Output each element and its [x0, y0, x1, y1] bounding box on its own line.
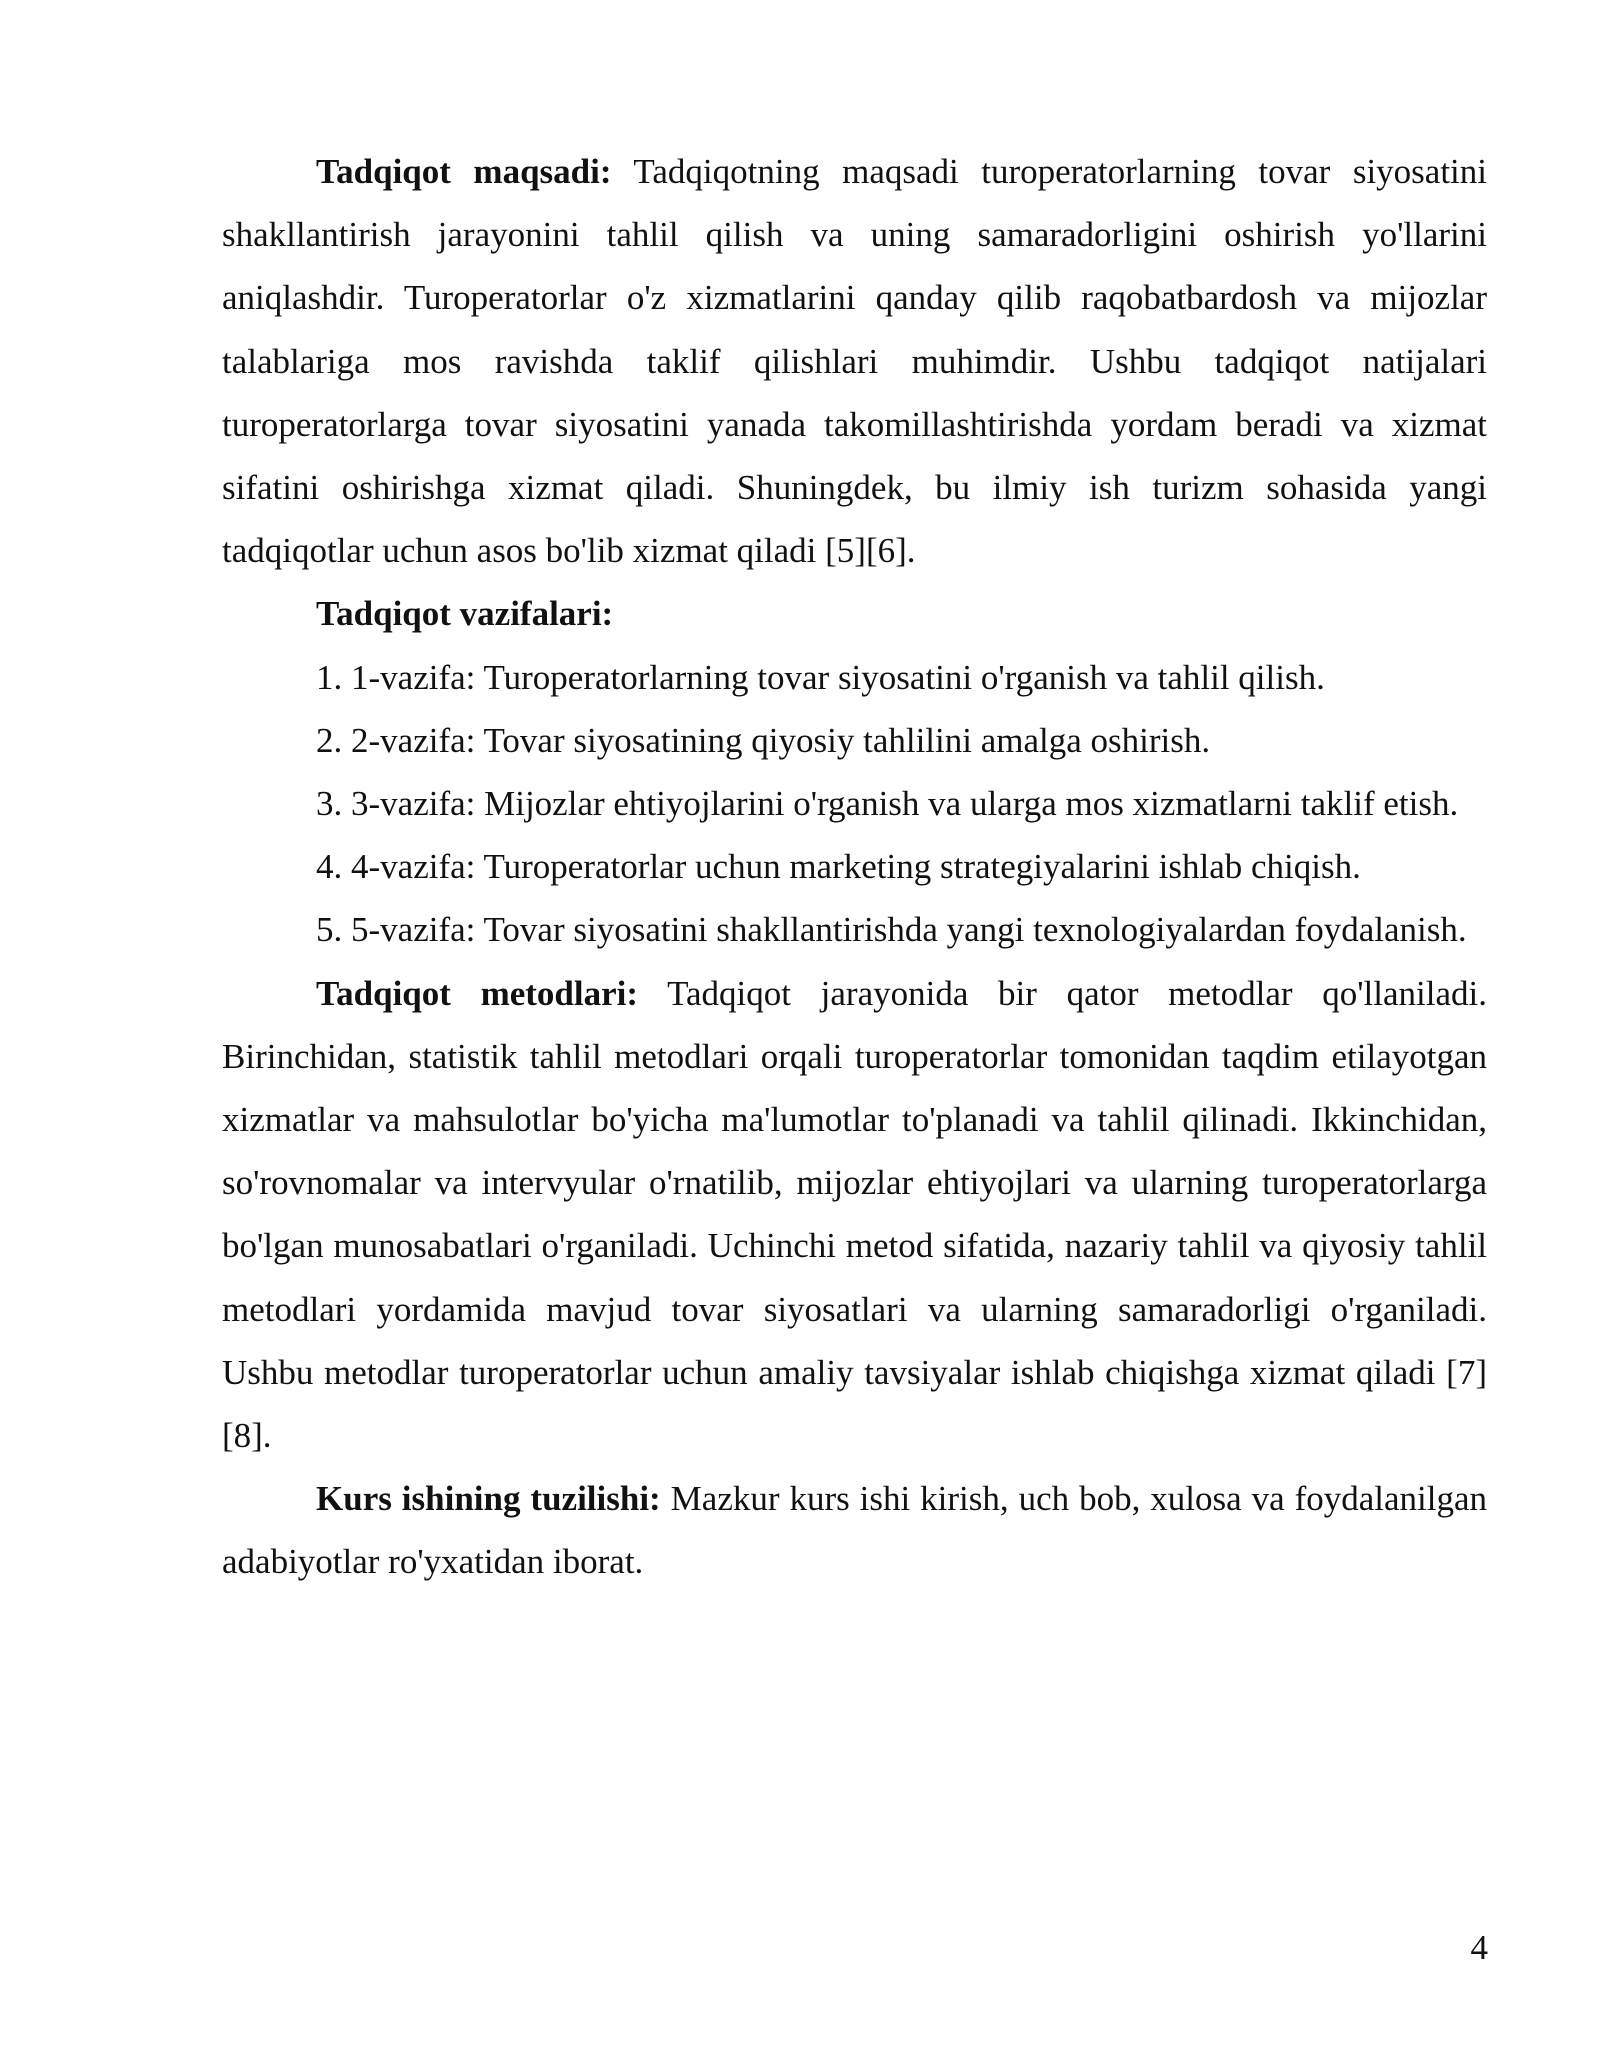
- structure-paragraph: [222, 1467, 1487, 1593]
- methods-text: Tadqiqot jarayonida bir qator metodlar qo'llaniladi. Birinchidan, statistik tahlil metodlari orqali turoperatorlar tomonidan taqdim etilayotgan xizmatlar va mahsulotlar bo'yicha ma'lumotlar to'planadi va tahlil qilinadi. Ikkinchidan, so'rovnomalar va intervyular o'rnatilib, mijozlar ehtiyojlari va ularning turoperatorlarga bo'lgan munosabatlari o'rganiladi. Uchinchi metod sifatida, nazariy tahlil va qiyosiy tahlil metodlari yordamida mavjud tovar siyosatlari va ularning samaradorligi o'rganiladi. Ushbu metodlar turoperatorlar uchun amaliy tavsiyalar ishlab chiqishga xizmat qiladi [7][8].: [222, 973, 1487, 1456]
- structure-text: Mazkur kurs ishi kirish, uch bob, xulosa va foydalanilgan adabiyotlar ro'yxatidan iborat.: [222, 1479, 1488, 1582]
- methods-paragraph: [222, 962, 1487, 1468]
- task-item-2: 2. 2-vazifa: Tovar siyosatining qiyosiy tahlilini amalga oshirish.: [316, 720, 1211, 760]
- structure-heading: Kurs ishining tuzilishi:: [316, 1479, 661, 1519]
- tasks-heading: Tadqiqot vazifalari:: [316, 594, 614, 634]
- goal-text: Tadqiqotning maqsadi turoperatorlarning tovar siyosatini shakllantirish jarayonini tahlil qilish va uning samaradorligini oshirish yo'llarini aniqlashdir. Turoperatorlar o'z xizmatlarini qanday qilib raqobatbardosh va mijozlar talablariga mos ravishda taklif qilishlari muhimdir. Ushbu tadqiqot natijalari turoperatorlarga tovar siyosatini yanada takomillashtirishda yordam beradi va xizmat sifatini oshirishga xizmat qiladi. Shuningdek, bu ilmiy ish turizm sohasida yangi tadqiqotlar uchun asos bo'lib xizmat qiladi [5][6].: [222, 152, 1488, 571]
- tasks-heading-paragraph: [222, 582, 1487, 645]
- page-number: 4: [1470, 1928, 1488, 1967]
- goal-heading: Tadqiqot maqsadi:: [316, 152, 612, 191]
- task-item-5: 5. 5-vazifa: Tovar siyosatini shakllantirishda yangi texnologiyalardan foydalanish.: [316, 910, 1467, 950]
- page-body: [222, 140, 1487, 1594]
- task-item-1: 1. 1-vazifa: Turoperatorlarning tovar siyosatini o'rganish va tahlil qilish.: [316, 657, 1325, 697]
- methods-heading: Tadqiqot metodlari:: [316, 973, 639, 1013]
- task-item-3: 3. 3-vazifa: Mijozlar ehtiyojlarini o'rganish va ularga mos xizmatlarni taklif etish.: [316, 784, 1459, 824]
- goal-paragraph: [222, 140, 1487, 582]
- task-item-4: 4. 4-vazifa: Turoperatorlar uchun marketing strategiyalarini ishlab chiqish.: [316, 847, 1361, 887]
